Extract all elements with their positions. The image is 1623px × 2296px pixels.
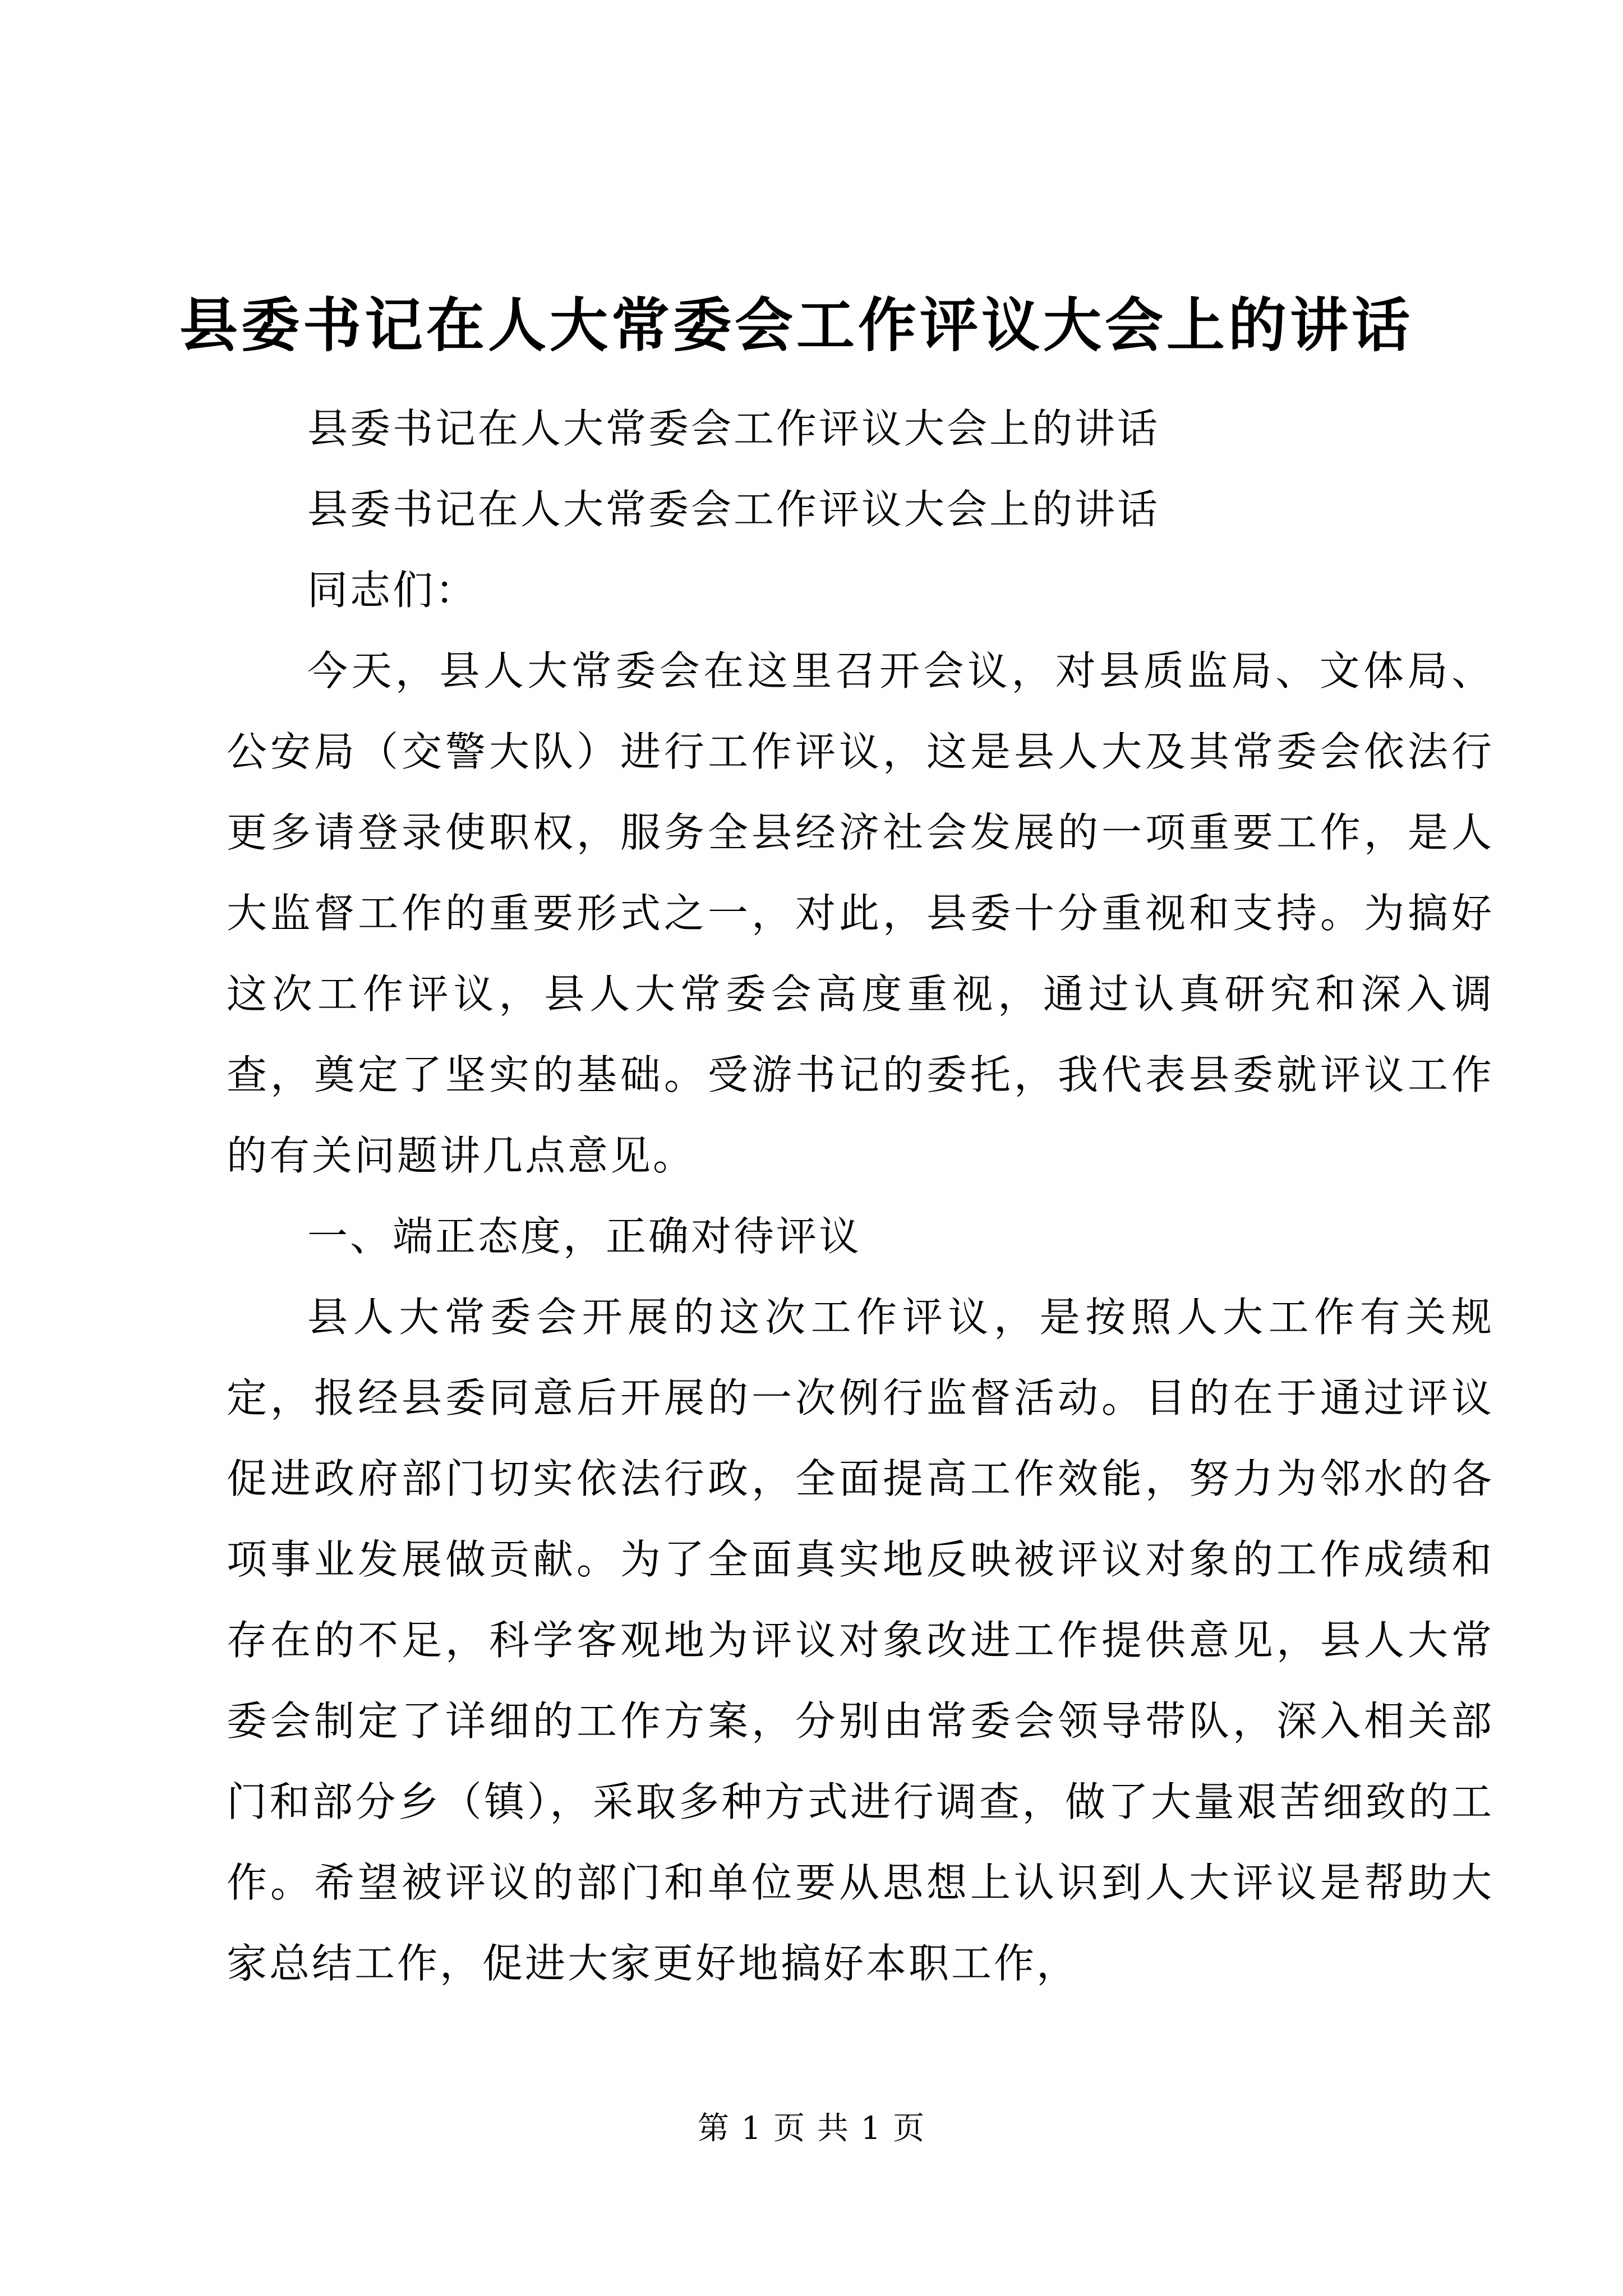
paragraph-section-1: 县人大常委会开展的这次工作评议，是按照人大工作有关规定，报经县委同意后开展的一次例行监督活动。目的在于通过评议促进政府部门切实依法行政，全面提高工作效能，努力为邻水的各项事业发展做贡献。为了全面真实地反映被评议对象的工作成绩和存在的不足，科学客观地为评议对象改进工作提供意见，县人大常委会制定了详细的工作方案，分别由常委会领导带队，深入相关部门和部分乡（镇），采取多种方式进行调查，做了大量艰苦细致的工作。希望被评议的部门和单位要从思想上认识到人大评议是帮助大家总结工作，促进大家更好地搞好本职工作， <box>227 1294 1494 1987</box>
salutation: 同志们： <box>307 567 478 614</box>
section-heading-1: 一、端正态度，正确对待评议 <box>307 1213 862 1260</box>
subtitle-line-1: 县委书记在人大常委会工作评议大会上的讲话 <box>307 405 1160 452</box>
subtitle-line-2: 县委书记在人大常委会工作评议大会上的讲话 <box>307 486 1160 533</box>
paragraph-intro: 今天，县人大常委会在这里召开会议，对县质监局、文体局、公安局（交警大队）进行工作评议，这是县人大及其常委会依法行更多请登录使职权，服务全县经济社会发展的一项重要工作，是人大监督工作的重要形式之一，对此，县委十分重视和支持。为搞好这次工作评议，县人大常委会高度重视，通过认真研究和深入调查，奠定了坚实的基础。受游书记的委托，我代表县委就评议工作的有关问题讲几点意见。 <box>227 647 1494 1179</box>
document-body <box>227 388 1494 2004</box>
document-title: 县委书记在人大常委会工作评议大会上的讲话 <box>179 291 1414 360</box>
page-footer: 第 1 页 共 1 页 <box>697 2110 926 2147</box>
